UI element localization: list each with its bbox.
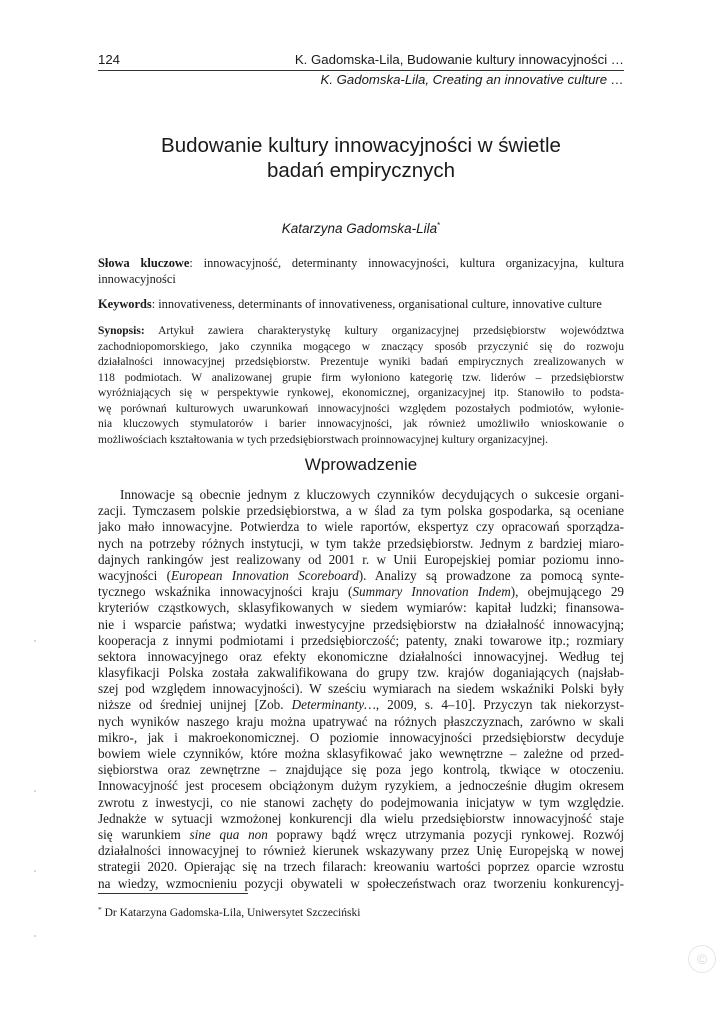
body-line: jako mało innowacyjne. Potwierdza to wiele raportów, ekspertyz czy opracowań sporządza- [98, 519, 624, 535]
synopsis-line: wę porównań kulturowych uwarunkowań innowacyjności względem pozostałych podmiotów, wyłonie- [98, 402, 624, 415]
synopsis-line: Artykuł zawiera charakterystykę kultury organizacyjnej przedsiębiorstw województwa [144, 325, 624, 337]
body-line [98, 697, 624, 713]
body-line: strategii 2020. Opierając się na trzech filarach: kreowaniu wartości poprzez oparcie wzrostu [98, 859, 624, 875]
italic-term: European Innovation Scoreboard [170, 567, 359, 583]
synopsis-line: wyróżniających się w perspektywie rynkowej, ekonomicznej, organizacyjnej itp. Stanowiło to podsta- [98, 387, 624, 399]
body-line [98, 584, 624, 600]
body-line: nych na potrzeby różnych instytucji, w tym także przedsiębiorstw. Jednym z bardziej miaro- [98, 535, 624, 551]
synopsis-line: zachodniopomorskiego, jako czynnika mogącego w znaczący sposób przyczynić się do rozwoju [98, 340, 624, 353]
body-line: kryteriów cząstkowych, sklasyfikowanych w siedem wymiarów: kapitał ludzki; finansowa- [98, 600, 624, 616]
margin-mark [34, 870, 36, 872]
keywords-pl [98, 255, 624, 287]
body-line: siębiorstwa oraz zewnętrzne – znajdujące się poza jego kontrolą, tkwiące w otoczeniu. [98, 762, 624, 778]
keywords-pl-label: Słowa kluczowe [98, 256, 190, 270]
body-line [98, 568, 624, 584]
margin-mark [34, 935, 36, 937]
body-line: nych wyników naszego kraju można upatrywać na różnych płaszczyznach, zarówno w skali [98, 713, 624, 729]
title-line: Budowanie kultury innowacyjności w świetle [161, 134, 561, 157]
body-line: Innowacyjność jest procesem obciążonym dużym ryzykiem, a jednocześnie długim okresem [98, 778, 624, 794]
synopsis-line: 118 podmiotach. W analizowanej grupie firm wyłoniono kategorię tzw. liderów – przedsiębiorstw [98, 371, 624, 384]
synopsis-line: możliwościach kształtowania w tych przedsiębiorstwach proinnowacyjnej kultury organizacyjnej. [98, 433, 549, 446]
keywords-en [98, 296, 624, 312]
italic-term: Summary Innovation Indem [352, 584, 511, 600]
body-text-fragment: , 2009, s. 4–10]. Przyczyn tak niekorzyst- [375, 697, 624, 713]
title-line: badań empirycznych [266, 159, 455, 182]
footnote [98, 905, 360, 919]
synopsis-line: nia kluczowych stymulatorów i barier innowacyjności, jak również umożliwiło wnioskowanie o [98, 418, 624, 430]
header-rule [98, 70, 624, 71]
body-text-fragment: tycznego wskaźnika innowacyjności kraju ( [98, 584, 353, 600]
body-text-fragment: wacyjności ( [98, 567, 171, 583]
italic-term: sine qua non [189, 826, 268, 842]
body-line: dajnych rankingów jest realizowany od 2001 r. w Unii Europejskiej pomiar poziomu inno- [98, 551, 624, 567]
body-line: nie i wsparcie państwa; wydatki inwestycyjne przedsiębiorstw na działalność innowacyjną; [98, 616, 624, 632]
author [98, 221, 624, 236]
section-heading: Wprowadzenie [304, 455, 418, 474]
body-text-fragment: się warunkiem [98, 826, 190, 842]
article-title [98, 133, 624, 183]
keywords-en-label: Keywords [98, 297, 152, 311]
body-paragraph [98, 487, 624, 892]
body-line: zacji. Tymczasem polskie przedsiębiorstwa, a w ślad za tym polska gospodarka, są oceniane [98, 503, 624, 519]
body-line [98, 827, 624, 843]
footnote-text: Dr Katarzyna Gadomska-Lila, Uniwersytet Szczeciński [101, 907, 361, 919]
author-name: Katarzyna Gadomska-Lila [281, 221, 438, 236]
body-line: Jednakże w sytuacji wzmożonej konkurencji dla wielu przedsiębiorstw innowacyjność staje [98, 810, 624, 826]
body-text-fragment: ), obejmującego 29 [510, 584, 624, 600]
body-line: kooperacja z innymi podmiotami i przedsiębiorczość; patenty, znaki towarowe itp.; rozmiary [98, 632, 624, 648]
keywords-en-text: : innovativeness, determinants of innovativeness, organisational culture, innovative culture [151, 297, 602, 311]
running-title-en: K. Gadomska-Lila, Creating an innovative culture … [320, 72, 624, 87]
body-line: szej pod względem innowacyjności). W sześciu wymiarach na siedem wskaźniki Polski były [98, 681, 624, 697]
synopsis [98, 324, 624, 448]
body-line: zwrotu z inwestycji, co nie stanowi zachęty do podejmowania inicjatyw w tym względzie. [98, 794, 624, 810]
watermark-icon: © [688, 945, 716, 973]
synopsis-line: działalności innowacyjnej przedsiębiorstw. Prezentuje wyniki badań empirycznych zrealizowanych w [98, 356, 624, 368]
author-footnote-marker: * [437, 221, 441, 230]
footnote-marker: * [98, 905, 102, 914]
running-title: K. Gadomska-Lila, Budowanie kultury innowacyjności … [294, 52, 624, 67]
body-text-fragment: ). Analizy są prowadzone za pomocą synte- [358, 567, 624, 583]
keywords-pl-text: innowacyjności [98, 272, 176, 286]
italic-term: Determinanty… [291, 697, 376, 713]
body-line: Innowacje są obecnie jednym z kluczowych czynników decydujących o sukcesie organi- [120, 487, 624, 502]
keywords-pl-text: : innowacyjność, determinanty innowacyjności, kultura organizacyjna, kultura [189, 256, 624, 270]
margin-mark [34, 790, 36, 792]
margin-mark [34, 640, 36, 642]
running-head [98, 52, 624, 88]
body-line: na wiedzy, wzmocnieniu pozycji obywateli w społeczeństwach oraz tworzeniu konkurencyj- [98, 875, 624, 891]
body-line: klasyfikacji Polska została zakwalifikowana do grupy tzw. krajów doganiających (najsłab- [98, 665, 624, 681]
page-number: 124 [98, 52, 121, 67]
body-line: sektora innowacyjnego oraz efekty ekonomiczne działalności innowacyjnej. Według tej [98, 648, 624, 664]
body-text-fragment: niższe od średniej unijnej [Zob. [98, 697, 292, 713]
body-text-fragment: poprawy bądź wręcz utrzymania pozycji rynkowej. Rozwój [267, 826, 624, 842]
synopsis-label: Synopsis: [98, 325, 145, 337]
body-line: mikro-, jak i makroekonomicznej. O poziomie innowacyjności przedsiębiorstw decyduje [98, 729, 624, 745]
footnote-rule [98, 893, 248, 894]
body-line: bowiem wiele czynników, które można sklasyfikować jako wewnętrzne – zależne od przed- [98, 746, 624, 761]
body-line: działalności innowacyjnej to również kierunek wskazywany przez Unię Europejską w nowej [98, 843, 624, 859]
